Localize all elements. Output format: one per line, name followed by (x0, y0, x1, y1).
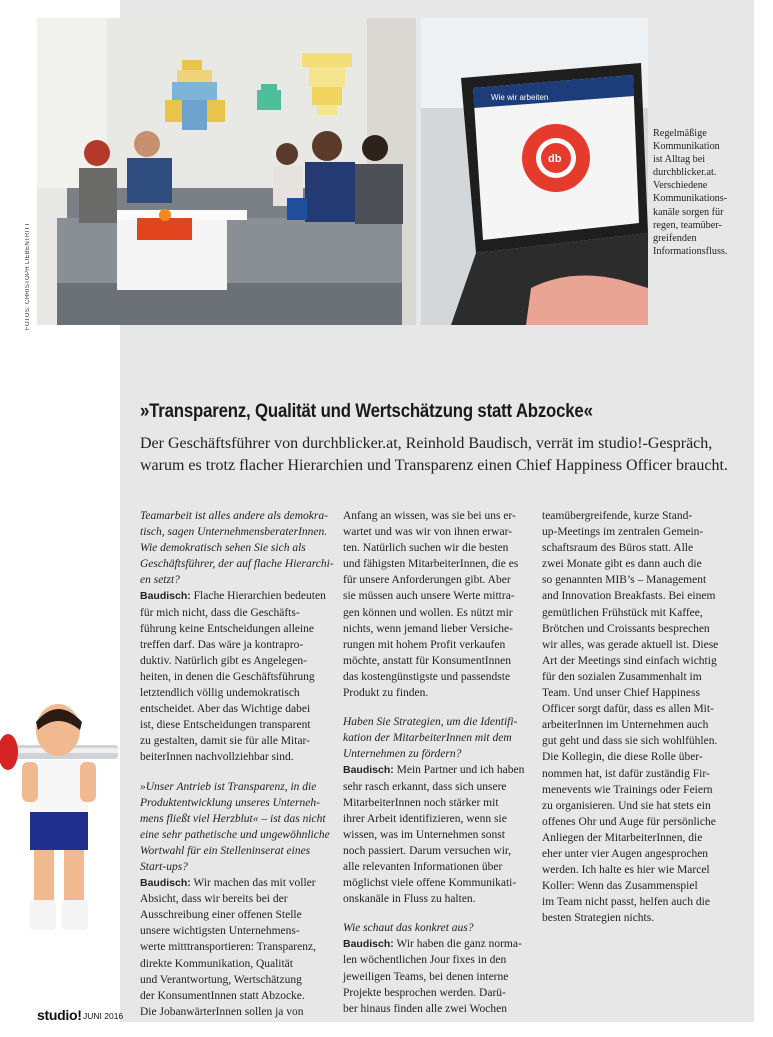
answer-line: beiterInnen nachvollziehbar sind. (140, 751, 294, 764)
answer-line: Ausschreibung einer offenen Stelle (140, 909, 302, 922)
answer-line: Wir machen das mit voller (190, 877, 316, 890)
photo-credit: FOTOS: CHRISTOPH LIEBENTRITT (25, 222, 31, 330)
answer-line: Koller: Wenn das Zusammenspiel (542, 880, 698, 893)
question-line: Wie demokratisch sehen Sie sich als (140, 542, 306, 555)
interview-answer (542, 508, 732, 926)
caption-line: Regelmäßige (653, 128, 707, 139)
interview-question (140, 508, 334, 588)
article-column-2 (343, 508, 533, 1017)
answer-line: Die Kollegin, die diese Rolle über- (542, 751, 703, 764)
answer-line: len wöchentlichen Jour fixes in den (343, 954, 507, 967)
caption-line: Kommunikations- (653, 193, 728, 205)
question-line: Start-ups? (140, 860, 188, 873)
answer-line: im Team nicht passt, helfen auch die (542, 896, 710, 909)
question-line: Teamarbeit ist alles andere als demokra- (140, 510, 328, 522)
answer-line: Brötchen und Croissants besprechen (542, 622, 710, 635)
answer-line: treffen darf. Das wäre ja kontrapro- (140, 638, 304, 651)
question-line: en setzt? (140, 574, 180, 587)
answer-line: wir alles, was gerade aktuell ist. Diese (542, 638, 719, 651)
interview-answer (343, 762, 533, 907)
answer-line: noch passiert. Darum versuchen wir, (343, 844, 512, 857)
answer-line: gut geht und dass sie sich wohlfühlen. (542, 735, 718, 748)
answer-line: gemütlichen Frühstück mit Kaffee, (542, 606, 703, 619)
answer-line: nichts, wenn jemand lieber Versiche- (343, 622, 513, 635)
laptop-logo-text: db (548, 153, 562, 165)
article-column-1 (140, 508, 334, 1020)
caption-line: Kommunikation (653, 141, 720, 153)
interview-answer (343, 508, 533, 701)
question-line: »Unser Antrieb ist Transparenz, in die (140, 780, 317, 793)
interview-answer (140, 875, 330, 1020)
answer-line: nommen hat, ist dafür zuständig Fir- (542, 767, 710, 780)
question-line: Wortwahl für ein Stelleninserat eines (140, 844, 311, 857)
caption-line: Verschiedene (653, 180, 708, 192)
answer-line: Absicht, dass wir bereits bei der (140, 893, 288, 906)
answer-line: Art der Meetings sind einfach wichtig (542, 654, 717, 667)
answer-line: Wir haben die ganz norma- (393, 938, 522, 951)
laptop-presentation-photo (421, 18, 648, 325)
answer-line: Mein Partner und ich haben (393, 764, 525, 777)
answer-line: ten. Natürlich suchen wir die besten (343, 542, 509, 555)
magazine-brand: studio! (37, 1007, 82, 1023)
issue-date: JUNI 2016 (83, 1011, 124, 1021)
team-meeting-photo (37, 18, 416, 325)
interview-question (343, 714, 533, 762)
standfirst-line: Der Geschäftsführer von durchblicker.at, Reinhold Baudisch, verrät im studio!-Gespräch, (140, 435, 713, 452)
photo-caption (653, 127, 753, 258)
article-headline: »Transparenz, Qualität und Wertschätzung statt Abzocke« (140, 400, 593, 422)
answer-line: Anliegen der MitarbeiterInnen, die (542, 831, 703, 844)
answer-line: menevents wie Trainings oder Feiern (542, 783, 713, 796)
answer-line: schaftsraum des Büros statt. Alle (542, 542, 694, 555)
answer-line: für mich nicht, dass die Geschäfts- (140, 606, 300, 619)
interview-answer (343, 936, 533, 1016)
answer-line: Die JobanwärterInnen sollen ja von (140, 1005, 304, 1018)
article-standfirst (140, 433, 740, 476)
caption-line: greifenden (653, 232, 697, 244)
answer-line: für unsere Anforderungen gibt. Aber (343, 574, 511, 587)
question-line: Produktentwicklung unseres Unterneh- (140, 796, 320, 809)
answer-line: onskanäle in Fluss zu halten. (343, 893, 476, 906)
answer-line: heiten, in denen die Geschäftsführung (140, 670, 315, 683)
answer-line: MitarbeiterInnen noch stärker mit (343, 796, 499, 809)
answer-line: eher unter vier Augen angesprochen (542, 847, 709, 860)
answer-line: möchte, anstatt für KonsumentInnen (343, 654, 511, 667)
speaker-label: Baudisch: (140, 877, 191, 890)
caption-line: durchblicker.at. (653, 167, 717, 179)
answer-line: jeweiligen Teams, bei denen interne (343, 970, 509, 983)
answer-line: ist, diese Entscheidungen transparent (140, 719, 311, 732)
answer-line: und Verantwortung, Wertschätzung (140, 973, 302, 986)
question-line: mens fließt viel Herzblut« – ist das nicht (140, 812, 326, 825)
answer-line: zwei Monate gibt es dann auch die (542, 558, 702, 571)
answer-line: für den sozialen Zusammenhalt im (542, 670, 702, 683)
answer-line: direkte Kommunikation, Qualität (140, 957, 293, 970)
answer-line: arbeiterInnen im Unternehmen auch (542, 719, 709, 732)
interview-question (140, 779, 330, 876)
interview-answer (140, 588, 330, 765)
laptop-illustration (421, 18, 648, 325)
answer-line: das kostengünstigste und passendste (343, 670, 511, 683)
question-line: Haben Sie Strategien, um die Identifi- (343, 716, 518, 729)
answer-line: so genannten MIB’s – Management (542, 574, 707, 587)
caption-line: ist Alltag bei (653, 154, 706, 166)
answer-line: möglichst viele offene Kommunikati- (343, 877, 517, 890)
answer-line: sie müssen auch unsere Werte mittra- (343, 590, 515, 603)
question-line: tisch, sagen UnternehmensberaterInnen. (140, 526, 328, 539)
answer-line: sehr rasch erkannt, dass sich unsere (343, 780, 507, 793)
answer-line: entscheidet. Aber das Wichtige dabei (140, 703, 311, 716)
question-line: eine sehr pathetische und ungewöhnliche (140, 828, 330, 841)
answer-line: Produkt zu finden. (343, 687, 429, 700)
question-line: Wie schaut das konkret aus? (343, 922, 474, 935)
article-column-3 (542, 508, 732, 926)
standfirst-line: warum es trotz flacher Hierarchien und Transparenz einen Chief Happiness Officer braucht. (140, 456, 728, 474)
question-line: Unternehmen zu fördern? (343, 748, 462, 761)
caption-line: kanäle sorgen für (653, 206, 724, 218)
answer-line: führung keine Entscheidungen alleine (140, 622, 315, 635)
answer-line: werden. Ich halte es hier wie Marcel (542, 864, 710, 877)
caption-line: Informationsfluss. (653, 245, 728, 257)
answer-line: Flache Hierarchien bedeuten (190, 590, 326, 603)
laptop-screen-title: Wie wir arbeiten (491, 93, 549, 102)
answer-line: wissen, was im Unternehmen sonst (343, 828, 505, 841)
answer-line: ber hinaus finden alle zwei Wochen (343, 1002, 507, 1015)
interview-question (343, 920, 533, 936)
answer-line: Officer sorgt dafür, dass es allen Mit- (542, 703, 714, 716)
question-line: kation der MitarbeiterInnen mit dem (343, 732, 512, 745)
answer-line: and Innovation Breakfasts. Bei einem (542, 590, 716, 603)
answer-line: alle relevanten Informationen über (343, 860, 503, 873)
caption-line: regen, teamüber- (653, 219, 722, 231)
answer-line: teamübergreifende, kurze Stand- (542, 510, 693, 522)
answer-line: der KonsumentInnen statt Abzocke. (140, 989, 305, 1002)
answer-line: offenes Ohr und Auge für persönliche (542, 815, 716, 828)
answer-line: letztendlich völlig undemokratisch (140, 687, 300, 700)
answer-line: zu organisieren. Und sie hat stets ein (542, 799, 711, 812)
answer-line: Team. Und unser Chief Happiness (542, 687, 700, 700)
speaker-label: Baudisch: (343, 764, 394, 777)
answer-line: wartet und was wir von ihnen erwar- (343, 526, 513, 539)
answer-line: werte mitttransportieren: Transparenz, (140, 941, 316, 954)
answer-line: up-Meetings im zentralen Gemein- (542, 526, 704, 539)
answer-line: unsere wichtigsten Unternehmens- (140, 925, 300, 938)
foosball-figure-image (0, 700, 118, 950)
speaker-label: Baudisch: (343, 938, 394, 951)
answer-line: rungen mit hohem Profit verkaufen (343, 638, 506, 651)
answer-line: besten Strategien nichts. (542, 912, 655, 925)
answer-line: Projekte besprochen werden. Darü- (343, 986, 506, 999)
answer-line: Anfang an wissen, was sie bei uns er- (343, 510, 516, 522)
speaker-label: Baudisch: (140, 590, 191, 603)
team-meeting-illustration (37, 18, 416, 325)
answer-line: ihrer Arbeit identifizieren, wenn sie (343, 812, 507, 825)
answer-line: und fähigsten MitarbeiterInnen, die es (343, 558, 519, 571)
question-line: Geschäftsführer, der auf flache Hierarchi- (140, 558, 334, 571)
answer-line: zu gestalten, damit sie für alle Mitar- (140, 735, 310, 748)
answer-line: duktiv. Natürlich gibt es Angelegen- (140, 654, 307, 667)
answer-line: gen können und wollen. Es nützt mir (343, 606, 513, 619)
